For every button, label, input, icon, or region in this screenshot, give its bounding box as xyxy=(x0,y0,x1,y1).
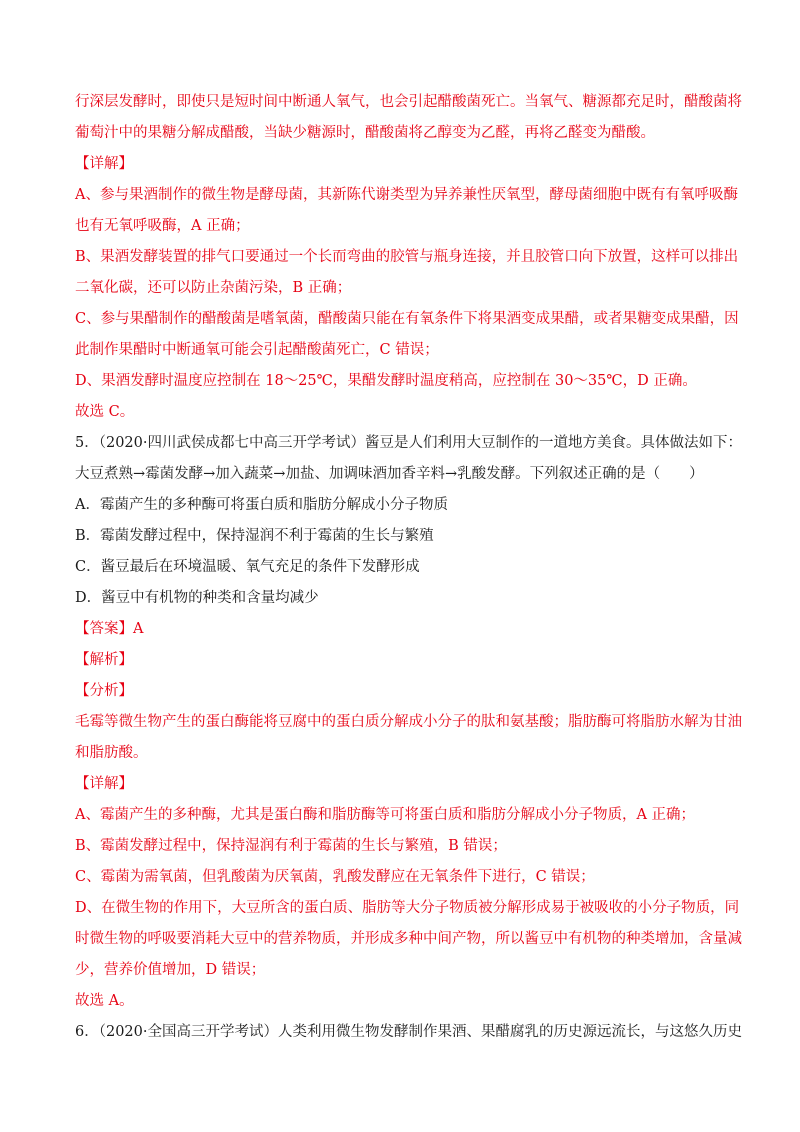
text-line: 大豆煮熟→霉菌发酵→加入蔬菜→加盐、加调味酒加香辛料→乳酸发酵。下列叙述正确的是（ ） xyxy=(75,466,704,482)
text-line: 葡萄汁中的果糖分解成醋酸，当缺少糖源时，醋酸菌将乙醇变为乙醛，再将乙醛变为醋酸。 xyxy=(75,125,655,141)
text-line: D、在微生物的作用下，大豆所含的蛋白质、脂肪等大分子物质被分解形成易于被吸收的小分子物质，同 xyxy=(75,900,740,916)
text-line: 二氧化碳，还可以防止杂菌污染，B 正确； xyxy=(75,280,352,296)
document-page xyxy=(75,92,742,1053)
text-line: 和脂肪酸。 xyxy=(75,745,148,761)
text-line: 少，营养价值增加，D 错误； xyxy=(75,962,266,978)
text-line: 此制作果醋时中断通氧可能会引起醋酸菌死亡，C 错误； xyxy=(75,342,439,358)
text-line: B．霉菌发酵过程中，保持湿润不利于霉菌的生长与繁殖 xyxy=(75,528,434,544)
text-line: 5．（2020·四川武侯成都七中高三开学考试）酱豆是人们利用大豆制作的一道地方美食。具体做法如下： xyxy=(75,435,742,451)
text-line: B、果酒发酵装置的排气口要通过一个长而弯曲的胶管与瓶身连接，并且胶管口向下放置，这样可以排出 xyxy=(75,249,739,265)
text-line: A、霉菌产生的多种酶，尤其是蛋白酶和脂肪酶等可将蛋白质和脂肪分解成小分子物质，A 正确； xyxy=(75,807,696,823)
text-line: 时微生物的呼吸要消耗大豆中的营养物质，并形成多种中间产物，所以酱豆中有机物的种类增加，含量减 xyxy=(75,931,742,947)
text-line: 【详解】 xyxy=(75,776,133,792)
text-line: A．霉菌产生的多种酶可将蛋白质和脂肪分解成小分子物质 xyxy=(75,497,448,513)
text-line: B、霉菌发酵过程中，保持湿润有利于霉菌的生长与繁殖，B 错误； xyxy=(75,838,507,854)
text-line: C、参与果醋制作的醋酸菌是嗜氧菌，醋酸菌只能在有氧条件下将果酒变成果醋，或者果糖变成果醋，因 xyxy=(75,311,739,327)
text-line: 6．（2020·全国高三开学考试）人类利用微生物发酵制作果酒、果醋腐乳的历史源远流长，与这悠久历史 xyxy=(75,1024,742,1040)
text-line: 故选 A。 xyxy=(75,993,134,1009)
text-line: D、果酒发酵时温度应控制在 18～25℃，果醋发酵时温度稍高，应控制在 30～35℃，D 正确。 xyxy=(75,373,697,389)
text-line: 【答案】A xyxy=(75,621,144,637)
text-line: 【解析】 xyxy=(75,652,133,668)
text-line: 毛霉等微生物产生的蛋白酶能将豆腐中的蛋白质分解成小分子的肽和氨基酸；脂肪酶可将脂肪水解为甘油 xyxy=(75,714,742,730)
text-line: 行深层发酵时，即使只是短时间中断通人氧气，也会引起醋酸菌死亡。当氧气、糖源都充足时，醋酸菌将 xyxy=(75,94,742,110)
text-line: D．酱豆中有机物的种类和含量均减少 xyxy=(75,590,319,606)
text-line: 故选 C。 xyxy=(75,404,135,420)
text-line: C、霉菌为需氧菌，但乳酸菌为厌氧菌，乳酸发酵应在无氧条件下进行，C 错误； xyxy=(75,869,595,885)
text-line: 也有无氧呼吸酶，A 正确； xyxy=(75,218,250,234)
text-line: C．酱豆最后在环境温暖、氧气充足的条件下发酵形成 xyxy=(75,559,420,575)
text-line: 【分析】 xyxy=(75,683,133,699)
text-line: A、参与果酒制作的微生物是酵母菌，其新陈代谢类型为异养兼性厌氧型，酵母菌细胞中既有有氧呼吸酶 xyxy=(75,187,738,203)
text-line: 【详解】 xyxy=(75,156,133,172)
